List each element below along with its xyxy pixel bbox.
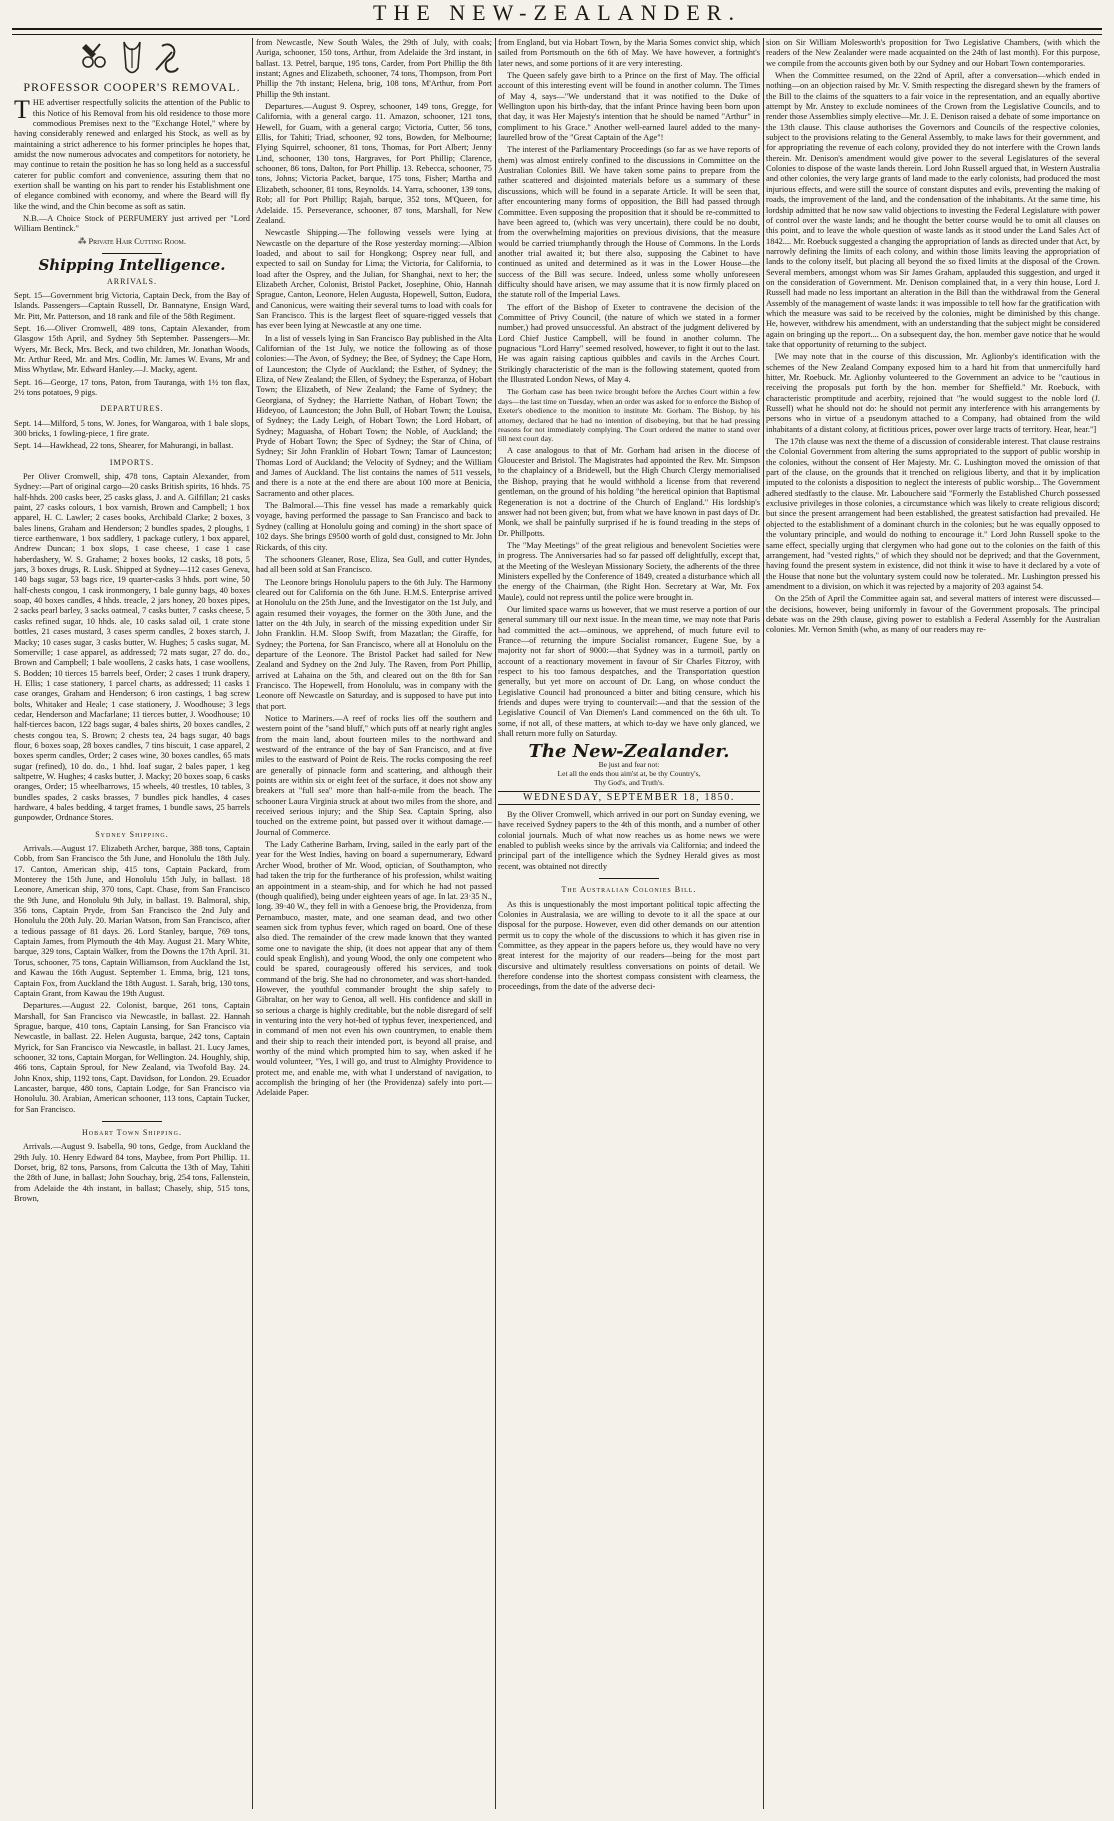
hobart-arrivals: Arrivals.—August 9. Isabella, 90 tons, Gedge, from Auckland the 29th July. 10. Henry Edward 84 tons, Maybee, from Port Phillip. 11. Dorset, brig, 82 tons, Parsons, from Calcutta the 13th of May, Tahiti the 28th of June, in ballast; John Souchay, brig, 254 tons, Fallenstein, from Adelaide the 4th instant, in ballast; Chasely, ship, 515 tons, Brown, <box>14 1142 250 1204</box>
news-body: The interest of the Parliamentary Proceedings (so far as we have reports of them) was almost entirely confined to the discussions in Committee on the Australian Colonies Bill. We have taken some pains to prepare from the rather scattered and disjointed materials before us a summary of these discussions, which will be found in a separate Article. It will be seen that, after encountering many forms of opposition, the Bill had passed through Committee. Even supposing the proposition that it should be re-committed to have been agreed to, (which was very uncertain), there could be no doubt, from the overwhelming majorities on previous divisions, that the measure would be carried triumphantly through the House of Commons. In the Lords another trial awaited it; but there also, supposing the Cabinet to have continued as united and determined as it was in the Lower House—the success of the Bill was secure. Indeed, unless some wholly unforeseen difficulty should have arisen, we may assume that it is now firmly placed on the statute roll of the Imperial Laws. <box>498 145 760 300</box>
advert-private-room: ⁂ Private Hair Cutting Room. <box>78 236 186 246</box>
arrival-item: Sept. 16—George, 17 tons, Paton, from Tauranga, with 1½ ton flax, 2½ tons potatoes, 9 pigs. <box>14 377 250 397</box>
lead-article: By the Oliver Cromwell, which arrived in our port on Sunday evening, we have received Sydney papers to the 4th of this month, and a number of other colonial journals. Much of what now reaches us as home news we were enabled to publish weeks since by the arrivals via California; and indeed the principal part of the intelligence which the Sydney Herald gives as most recent, was obtained not directly <box>498 810 760 871</box>
san-francisco-list: In a list of vessels lying in San Francisco Bay published in the Alta Californian of the 1st July, we notice the following as of those colonies:—The Avon, of Sydney; the Bee, of Sydney; the Cape Horn, of Launceston; the Clyde of Auckland; the Esther, of Sydney; the Eliza, of New Zealand; the Ellen, of Sydney; the Esperanza, of Hobart Town; the Elizabeth, of New Zealand; the Fame of Sydney; the Georgiana, of Sydney; the Harriette Nathan, of Hobart Town; the Hideyoo, of Launceston; the John Bull, of Hobart Town; the Louisa, of Sydney; the Lady Leigh, of Hobart Town; the Lord Hobart, of Sydney; Maguasha, of Hobart Town; the Noble, of Auckland; the Pryde of Hobart Town; the Spec of Sydney; the Star of China, of Sydney; Sir John Franklin of Hobart Town; Tamar of Launceston; Thomas Lord of Auckland; the Velocity of Sydney; and the William and James of Auckland. The list contains the names of 511 vessels, and there is a note at the end there are about 100 more at Benicia, Sacramento and other places. <box>256 333 492 498</box>
bill-body: On the 25th of April the Committee again sat, and several matters of interest were discussed—the decisions, however, being uniformly in favour of the Government proposals. The principal debate was on the 29th clause, giving power to establish a Federal Assembly for the Australian colonies. Mr. Vernon Smith (who, as many of our readers may re- <box>766 594 1100 635</box>
column-3 <box>498 38 760 995</box>
column-separator <box>763 38 764 1809</box>
advert-body <box>14 95 250 212</box>
paper-motto: Be just and fear not: Let all the ends thou aim'st at, be thy Country's, Thy God's, and Truth's. <box>557 759 701 787</box>
masthead <box>0 0 1114 28</box>
hobart-continuation: from Newcastle, New South Wales, the 29th of July, with coals; Auriga, schooner, 150 tons, Arthur, from Adelaide the 3rd instant, in ballast. 13. Petrel, barque, 195 tons, Carder, from Port Phillip the 8th instant; Agnes and Elizabeth, schooner, 74 tons, Thompson, from Port Phillip the 7th instant; Helena, brig, 108 tons, M'Arthur, from Port Phillip the 9th instant. <box>256 38 492 99</box>
column-4 <box>766 38 1100 638</box>
column-2 <box>256 38 492 1101</box>
column-separator <box>495 38 496 1809</box>
column-separator <box>252 38 253 1809</box>
gorham-quote: The Gorham case has been twice brought before the Arches Court within a few days—the last time on Tuesday, when an order was asked for to enforce the Bishop of Exeter's obedience to the monition to institute Mr. Gorham. The Bishop, by his attorney, declared that he had no intention of disobeying, but that he had pressing reasons for not immediately complying. The Court ordered the matter to stand over till next court day. <box>498 387 760 444</box>
divider <box>102 1121 162 1122</box>
arrival-item: Sept. 15—Government brig Victoria, Captain Deck, from the Bay of Islands. Passengers—Captain Russell, Dr. Bannatyne, Ensign Ward, Mr. Pitt, Mr. Patterson, and 18 rank and file of the 58th Regiment. <box>14 290 250 321</box>
news-body: from England, but via Hobart Town, by the Maria Somes convict ship, which sailed from Portsmouth on the 6th of May. We have however, a fortnight's later news, and some portions of it are very interesting. <box>498 38 760 68</box>
divider <box>102 253 162 254</box>
schooners-item: The schooners Gleaner, Rose, Eliza, Sea Gull, and cutter Hyndes, had all been sold at San Francisco. <box>256 554 492 575</box>
newcastle-shipping: Newcastle Shipping.—The following vessels were lying at Newcastle on the departure of the Rose yesterday morning:—Albion loaded, and about to sail for Hongkong; Osprey near full, and expected to sail on Sunday for Lima; the Victoria, for California, to load after the Osprey, and the Julian, for Shanghai, next to her; the Elizabeth Archer, Colonist, Bristol Packet, Josephine, Ohio, Hannah Sprague, Canton, Leonore, Helen Augusta, Hopewell, Sutton, Eudora, and Canonicus, were waiting their several turns to load with coals for San Francisco. This is the largest fleet of square-rigged vessels that has ever been lying at Newcastle at any one time. <box>256 228 492 331</box>
news-body: The "May Meetings" of the great religious and benevolent Societies were in progress. The Anniversaries had so far passed off delightfully, except that, at the Meeting of the Wesleyan Missionary Society, the adherents of the three Ministers expelled by the Conference of 1849, created a disturbance which all the energy of the Chairman, (the Right Hon. Secretary at War, Mr. Fox Maule), could not repress until the police were brought in. <box>498 540 760 602</box>
news-body: Our limited space warns us however, that we must reserve a portion of our general summary till our next issue. In the mean time, we may note that Paris had committed the act—ominous, we apprehend, of much future evil to France—of returning the impure Socialist romancer, Eugene Sue, by a majority not far short of 9000:—that Sydney was in a turmoil, partly on account of a reactionary movement in favour of Sir Charles Fitzroy, with respect to his too famous despatches, and the Transportation question generally, but yet more on account of Dr. Lang, on whose conduct the Legislative Council had pronounced a bitter and biting censure, which his friends and dupes were trying to countervail:—and that the session of the Legislative Council of Van Diemen's Land commenced on the 6th ult. To some, if not all, of these matters, at which to-day we have only glanced, we shall return more fully on Saturday. <box>498 604 760 739</box>
notice-to-mariners: Notice to Mariners.—A reef of rocks lies off the southern and western point of the "sand bluff," which puts off at nearly right angles from the main land, about fourteen miles to the northward and westward of the entrance of the bay of San Francisco, and at five miles to the eastward of Point de Reis. The rocks composing the reef are generally of pinnacle form and scattering, and although their points are within six or eight feet of the surface, it does not show any breakers at "full sea" more than half-a-mile from the beach. The schooner Laura Virginia struck at about two miles from the shore, and received serious injury; and the Ship Sea. Captain Spring, also touched on the extreme point, but passed over it without damage.—Journal of Commerce. <box>256 714 492 837</box>
lady-barham-item: The Lady Catherine Barham, Irving, sailed in the early part of the year for the West Indies, having on board a supernumerary, Edward Archer Wood, brother of Mr. Wood, optician, of Southampton, who had taken the trip for the furtherance of his profession, whilst waiting an appointment in a steam-ship, and for which he had not passed (though qualified), being under eighteen years of age. In lat. 23·35 N., long. 39·40 W., they fell in with a Genoese brig, the Providenza, from Pernambuco, master, mate, and one seaman dead, and two other seamen sick from typhus fever, which raged on board. One of these also died. The remainder of the crew made known that they wanted some one to navigate the ship, (it does not appear that any of them could speak English), and young Wood, the only one competent who could be spared, courageously offered his services, and took command of the brig. She had no chronometer, and was short-handed. However, the youthful commander brought the ship safely to Gibraltar, on her way to Genoa, all well. His confidence and skill in so serious a charge is highly creditable, but the noble disregard of self in venturing into the very hot-bed of typhus fever, inexperienced, and in command of men not even his own countrymen, to enable them and their ship to reach their intended port, is beyond all praise, and worthy of the mind which prompted him to say, when asked if he would volunteer, "Yes, I will go, and trust to Almighty Providence to protect me, and enable me, with what I understand of navigation, to accomplish the bringing of her (the Providenza) safely into port.—Adelaide Paper. <box>256 840 492 1098</box>
sydney-shipping-heading: Sydney Shipping. <box>95 829 169 839</box>
departure-item: Sept. 14—Hawkhead, 22 tons, Shearer, for Mahurangi, in ballast. <box>14 441 234 451</box>
advert-title: PROFESSOR COOPER'S REMOVAL. <box>23 80 241 94</box>
imports-label: IMPORTS. <box>109 457 155 467</box>
masthead-title: THE NEW-ZEALANDER. <box>373 0 741 25</box>
hobart-departures: Departures.—August 9. Osprey, schooner, 149 tons, Gregge, for California, with a general cargo. 11. Amazon, schooner, 121 tons, Hewell, for Guam, with a general cargo; Victoria, Cutter, 56 tons, Ellis, for Tahiti; Triad, schooner, 92 tons, Bowden, for Melbourne; Flying Squirrel, schooner, 81 tons, Thomas, for Port Albert; Jenny Lind, schooner, 130 tons, Hargraves, for Port Phillip; Clarence, schooner, 86 tons, Dalton, for Port Phillip. 13. Rebecca, schooner, 75 tons, Johns; Victoria Packet, barque, 175 tons, Fisher; Martha and Elizabeth, schooner, 81 tons, Reynolds. 14. Yarra, schooner, 139 tons, Rob; all for Port Phillip; Rajah, barque, 352 tons, M'Queen, for Adelaide. 15. Perseverance, schooner, 87 tons, Marshall, for New Zealand. <box>256 102 492 225</box>
emblem-icon <box>72 38 192 80</box>
paper-title: The New-Zealander. <box>528 741 730 763</box>
arrival-item: Sept. 16.—Oliver Cromwell, 489 tons, Captain Alexander, from Glasgow 15th April, and Sydney 5th September. Passengers—Mr. Wyers, Mr. Beck, Mrs. Beck, and two children, Mr. Jonathan Woods, Mr. Arthur Reed, Mr. and Mrs. Codlin, Mr. James W. Evans, Mr and Miss Whytlaw, Mr. Edward Hanley.—J. Macky, agent. <box>14 323 250 375</box>
news-body: The effort of the Bishop of Exeter to contravene the decision of the Committee of Privy Council, (the nature of which we stated in a former number,) had proved unsuccessful. An abstract of the judgment delivered by Lord Chief Justice Campbell, will be found in another column. The pugnacious "Lord Harry" seemed resolved, however, to fight it out to the last. He was again raising captious quibbles and cavils in the Arches Court. Strikingly characteristic of the man is the following statement, quoted from the Illustrated London News, of May 4. <box>498 302 760 384</box>
colonies-bill-heading: The Australian Colonies Bill. <box>561 885 697 895</box>
sydney-arrivals: Arrivals.—August 17. Elizabeth Archer, barque, 388 tons, Captain Cobb, from San Francisco the 5th June, and Honolulu the 18th July. 17. Canton, American ship, 415 tons, Captain Packard, from Monterey the 15th June, and Honolulu 15th July, in ballast. 18 Leonore, American ship, 370 tons, Capt. Chase, from San Francisco the 9th June, and Honolulu 9th July, in ballast. 19. Balmoral, ship, 356 tons, Captain Pryde, from San Francisco the 2nd July and Honolulu the 20th July. 20. Marian Watson, from San Francisco, after a tedious passage of 81 days. 26. Lord Stanley, barque, 769 tons, Captain James, from Plymouth the 4th May. August 21. Mary White, barque, 329 tons, Captain Walker, from the Downs the 17th April. 31. Torus, schooner, 75 tons, Captain Williamson, from Auckland the 1st, and Kawau the 16th August. September 1. Emma, brig, 121 tons, Captain Fox, from Auckland the 18th August. 1. Sarah, brig, 130 tons, Captain Grant, from Kawau the 19th August. <box>14 844 250 998</box>
barber-emblem <box>14 38 250 82</box>
arrivals-label: ARRIVALS. <box>107 276 157 286</box>
advert-private-text: Private Hair Cutting Room. <box>88 236 186 246</box>
imports-body: Per Oliver Cromwell, ship, 478 tons, Captain Alexander, from Sydney:—Part of original cargo—20 casks British spirits, 16 hhds. 75 half-hhds. 200 casks beer, 25 casks glass, J. and A. Gilfillan; 21 casks paint, 27 casks colours, 1 box varnish, Brown and Campbell; 1 box apparel, H. C. Lawler; 2 cases books, Archibald Clarke; 2 boxes, 3 bales linens, Graham and Henderson; 2 bundles spades, 2 ploughs, 1 tierce earthenware, 1 box saddlery, 1 package cutlery, 1 box apparel, Andrew Duncan; 1 box slops, 1 case cheese, 1 case 1 case haberdashery, W. S. Grahame; 2 boxes books, 12 casks, 18 pots, 5 jars, 3 boxes drugs, R. Lusk. Shipped at Sydney—112 cases Geneva, 140 bags sugar, 53 bags rice, 19 quarter-casks 3 hhds. port wine, 50 half-chests congou, 1 cask ironmongery, 1 bale gunny bags, 40 boxes soap, 40 boxes candles, 4 hhds. treacle, 2 jars honey, 20 boxes pipes, 2 sacks pearl barley, 3 sacks oatmeal, 7 casks butter, 7 casks cheese, 5 casks refined sugar, 10 hhds. ale, 10 casks salad oil, 1 crate stone bottles, 21 cases mustard, 3 cases sperm candles, 2 boxes starch, J. Macky; 10 cases sugar, 3 casks butter, W. Hughes; 5 casks sugar, M. Somerville; 1 case apparel, as addressed; 72 mats sugar, 27 do. do., Brown and Campbell; 1 bale woollens, 2 casks hats, 1 case woollens, S. Bodden; 10 tierces 15 barrels beef, Order; 2 cases 1 trunk drapery, H. Ellis; 1 case stationery, 1 parcel charts, as addressed; 11 casks 1 case oranges, Graham and Henderson; 6 iron castings, 1 bag screw bolts, Whitaker and Heale; 1 case stationery, J. Woodhouse; 3 legs cedar, Henderson and Macfarlane; 11 tierces butter, J. Woodhouse; 10 half-tierces bacon, 122 bags sugar, 4 bales shirts, 20 boxes candles, 2 chests congou tea, S. Brown; 2 chests tea, 24 bags sugar, 40 bags flour, 6 boxes soap, 28 boxes candles, 7 tins biscuit, 1 case apparel, 2 boxes sperm candles, Order; 2 cases wine, 30 boxes candles, 65 mats sugar (refined), 10 do. do., 1 hhd. loaf sugar, 2 bales paper, 1 keg saltpetre, W. Hughes; 4 casks butter, J. Macky; 20 boxes soap, 6 casks oranges, Order; 15 wheelbarrows, 15 wheels, 40 trestles, 10 tables, 3 bundles spades, 2 casks brasses, 7 bundles pick handles, 4 cases hardware, 4 bales bedding, 4 target frames, 1 bundle saws, 25 barrels gunpowder, Ordnance Stores. <box>14 472 250 823</box>
bill-body: When the Committee resumed, on the 22nd of April, after a conversation—which ended in nothing—on an objection raised by Mr. V. Smith respecting the disregard shewn by the framers of the Bill to the claims of the squatters to a fair voice in the representation, and an equally abortive attempt by Mr. Anstey to exclude nominees of the Crown from the Legislative Councils, and to render those Assemblies simply elective—Mr. J. E. Denison raised a debate of some importance on the 13th clause. This clause authorises the Governors and Councils of the respective colonies, subject to the provisions relating to the General Assembly, to make laws for their government, and for appropriating the revenue of each colony, provided they do not interfere with the Crown lands therein. Mr. Denison's amendment would give power to the several Legislatures of the several Colonies to dispose of the waste lands therein. Lord John Russell argued that, in Western Australia and other colonies, the very large grants of land made to the early colonists, had produced the most injurious effects, and were still the source of constant disputes and evils, preventing the making of roads, the improvement of the land, and the condensation of the inhabitants. At the same time, his lordship admitted that he now saw valid objections to investing the Federal Legislature with power of control over the waste lands; and he thought the better course would be to omit all clauses on this point, and to leave the whole question of waste lands as it stood under the Land Sales Act of 1842.... Mr. Roebuck suggested a changing the appropriation of lands as directed under that Act, by narrowly defining the limits of each colony, and within those limits leaving the appropriation of lands to the colony itself, but placing all beyond the so fixed limits at the disposal of the Crown. Several members, amongst whom was Sir James Graham, applauded this suggestion, and urged it on the consideration of Government. Mr. Denison complained that, in a very thin house, Lord J. Russell had made no less important an alteration in the Bill than the withdrawal from the General Assembly of the management of waste lands: it was impossible to tell how far the gratification with which the measure was said to be received by the colonies, might be diminished by this change. He, however, withdrew his amendment, with an understanding that the subject might be considered again on bringing up the report.... On a subsequent day, the hon. member gave notice that he would take that opportunity of returning to the subject. <box>766 71 1100 349</box>
departure-item: Sept. 14—Milford, 5 tons, W. Jones, for Wangaroa, with 1 bale slops, 300 bricks, 1 fowling-piece, 1 fire grate. <box>14 418 250 438</box>
dropcap-t: T <box>14 95 30 125</box>
leonore-item: The Leonore brings Honolulu papers to the 6th July. The Harmony cleared out for California on the 6th June. H.M.S. Enterprise arrived at Honolulu on the 25th June, and the Investigator on the 1st July, and again resumed their voyages, the former on the 30th June, and the latter on the 4th July, in search of the missing expedition under Sir John Franklin. H.M. Sloop Swift, from Mazatlan; the Giraffe, for Sydney; the Portena, for San Francisco, where all at Honolulu on the departure of the Leonore. The Bristol Packet had sailed for New Zealand and Sydney on the 2nd July. The Raven, from Port Phillip, arrived at Lahaina on the 5th, and cleared out on the 8th for San Francisco. The Hopewell, from Honolulu, was in company with the Leonore off Newcastle on Saturday, and is supposed to have put into that port. <box>256 577 492 711</box>
bill-continuation: sion on Sir William Molesworth's proposition for Two Legislative Chambers, (with which the readers of the New Zealander were made acquainted on the 24th of last month). For this purpose, we compile from the accounts given both by our Sydney and our Hobart Town contemporaries. <box>766 38 1100 68</box>
divider <box>599 878 659 879</box>
advert-body-text: HE advertiser respectfully solicits the attention of the Public to this Notice of his Removal from his old residence to those more commodious Premises next to the "Exchange Hotel," where by having considerably renewed and enlarged his Stock, as well as by maintaining a strict adherence to his former principles he hopes that, amidst the now numerous advocates and competitors for notoriety, he may continue to retain the position he has so long held as a successful caterer for public comfort and convenience, assuring them that no exertion shall be wanting on his part to render his Establishment one of elegance combined with economy, and where the Beard will fly like the wind, and the Chin become as soft as satin. <box>14 98 250 211</box>
dateline: WEDNESDAY, SEPTEMBER 18, 1850. <box>498 791 760 805</box>
masthead-rule <box>12 28 1102 35</box>
advert-nb: N.B.—A Choice Stock of PERFUMERY just arrived per "Lord William Bentinck." <box>14 214 250 234</box>
colonies-bill-body: As this is unquestionably the most important political topic affecting the Colonies in Australasia, we are willing to devote to it all the space at our disposal for the purpose. However, even did other demands on our attention permit us to copy the whole of the discussions to which it has given rise in Committee, as they appear in the papers before us, they would have no very great interest for the majority of our readers—being for the most part discursive and ultimately resultless conversations on points of detail. We therefore condense into the shortest compass consistent with clearness, the proceedings, from the date of the adverse deci- <box>498 899 760 992</box>
sydney-departures: Departures.—August 22. Colonist, barque, 261 tons, Captain Marshall, for San Francisco via Newcastle, in ballast. 22. Hannah Sprague, barque, 410 tons, Captain Lansing, for San Francisco via Newcastle, in ballast. 22. Helen Augusta, barque, 242 tons, Captain Myrick, for San Francisco via Newcastle, in ballast. 21. Lucy James, schooner, 32 tons, Captain Morgan, for Wellington. 24. Houghly, ship, 466 tons, Captain Sproul, for New Zealand, via Twofold Bay. 24. John Knox, ship, 1192 tons, Capt. Davidson, for London. 29. Ecuador Lancaster, barque, 480 tons, Captain Lodge, for San Francisco via Honolulu. 30. Arabian, American schooner, 113 tons, Captain Tucker, for San Francisco. <box>14 1001 250 1114</box>
news-body: The Queen safely gave birth to a Prince on the first of May. The official account of this interesting event will be found in another column. The Times of May 4, says—"We understand that it was notified to the Duke of Wellington upon his birth-day, that the infant Prince having been born upon that day, it was Her Majesty's intention that he should be named "Arthur" in compliment to his Grace." Another well-earned laurel added to the many-laurelled brow of the "Great Captain of the Age"! <box>498 71 760 143</box>
news-body: A case analogous to that of Mr. Gorham had arisen in the diocese of Gloucester and Bristol. The Magistrates had appointed the Rev. Mr. Simpson to the chaplaincy of a Bridewell, but the High Church Clergy memorialised the Bishop, praying that he would withhold a license from that reverend gentleman, on the ground of his holding "the heretical opinion that Baptismal Regeneration is not a doctrine of the Church of England." His lordship's answer had not been given; but, from what we have known in past days of Dr. Monk, we shall be painfully surprised if he is found treading in the steps of Dr. Phillpotts. <box>498 445 760 538</box>
bill-body: [We may note that in the course of this discussion, Mr. Aglionby's identification with the schemes of the New Zealand Company exposed him to a hard hit from that unmercifully hard hitter, Mr. Roebuck. Mr. Aglionby volunteered to the Government an advice to be "cautious in receiving the proposals put forth by the hon. member for Sheffield." Mr. Roebuck, with characteristic promptitude and acerbity, rejoined that "he would suggest to the noble lord (J. Russell) what he should not do: he should not permit any interference with his arrangements by persons who in virtue of a pseudonym attached to a Company, had obtained from the wild inhabitants of a distant colony, at fictitious prices, power over large tracts of territory. Hear, hear."] <box>766 352 1100 434</box>
departures-label: DEPARTURES. <box>100 404 164 414</box>
hobart-shipping-heading: Hobart Town Shipping. <box>82 1127 182 1137</box>
balmoral-item: The Balmoral.—This fine vessel has made a remarkably quick voyage, having performed the passage to San Francisco and back to Sydney (calling at Honolulu going and coming) in the short space of 102 days. She brings £9500 worth of gold dust, consigned to Mr. John Rickards, of this city. <box>256 501 492 552</box>
bill-body: The 17th clause was next the theme of a discussion of considerable interest. That clause restrains the Colonial Government from altering the sums appropriated to the support of public worship in the colonies, without the consent of Her Majesty. Mr. C. Lushington moved the omission of that part of the clause, on the grounds that it trenched on religious liberty, and that it by implication imputed to the colonists a disposition to neglect the interests of public worship... The Government adhered stedfastly to the clause. Mr. Labouchere said "Formerly the Established Church possessed exclusive privileges in those colonies, a circumstance which was likely to create religious discord; but since the present arrangement had been established, the greatest satisfaction had prevailed. He objected to the establishment of a dominant church in the colonies; but he was equally opposed to the voluntary principle, and would do nothing to encourage it." Lord John Russell spoke to the same effect, specially urging that clergymen who had gone out to the colonies on the faith of this arrangement, had "vested rights," of which they should not be deprived; and that the Government, having found the present system in existence, did not think it wise to have it declared by a vote of the House that none but the voluntary system could now be tolerated.. Mr. Lushington pressed his amendment to a division, on which it was rejected by a majority of 203 against 54. <box>766 437 1100 591</box>
column-1 <box>14 38 250 1206</box>
shipping-heading: Shipping Intelligence. <box>38 256 226 275</box>
